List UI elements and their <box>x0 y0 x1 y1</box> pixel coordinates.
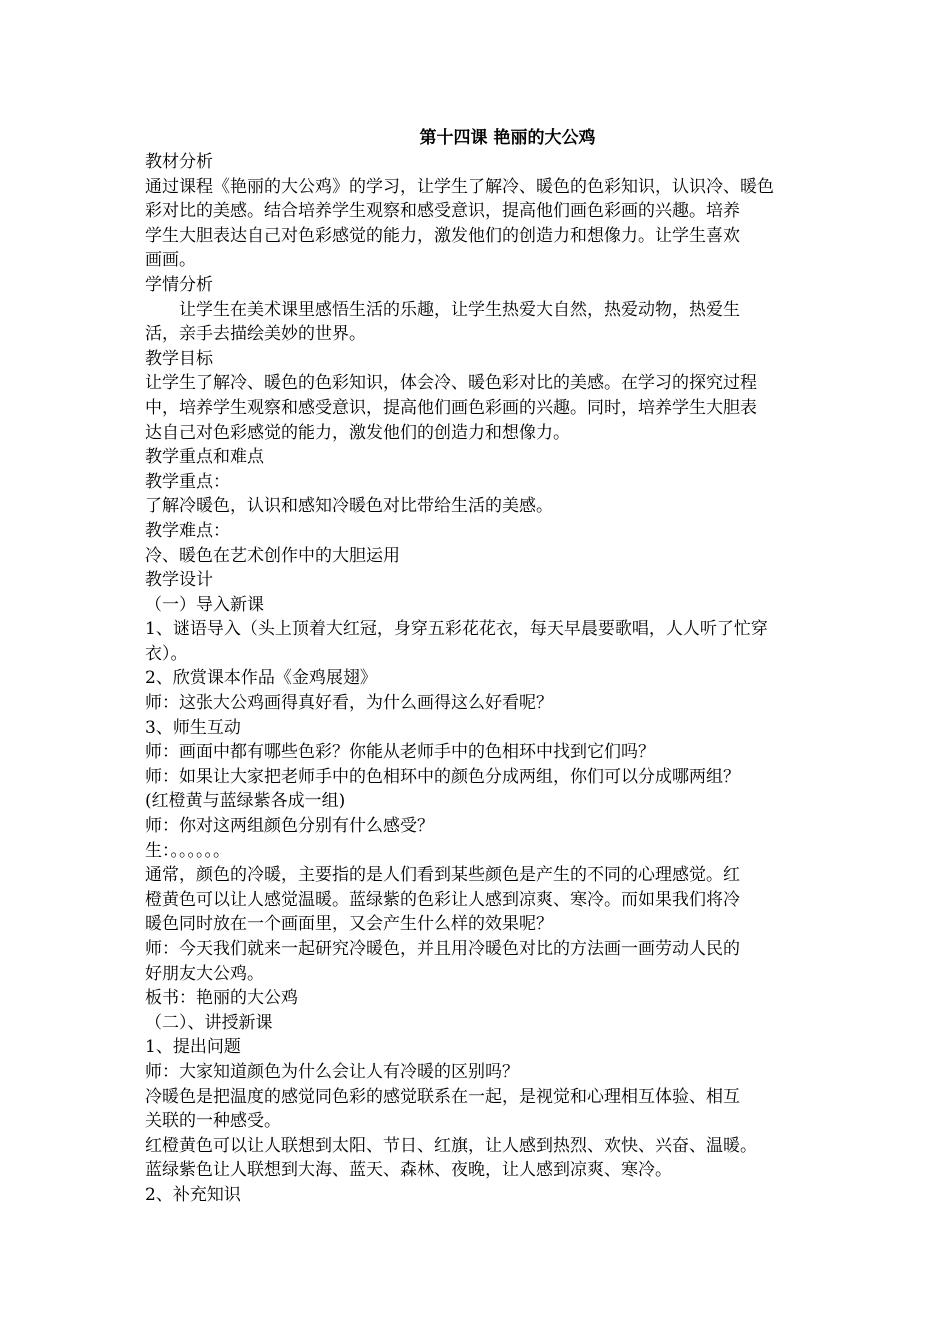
paragraph-line: 师：今天我们就来一起研究冷暖色，并且用冷暖色对比的方法画一画劳动人民的 <box>145 939 740 959</box>
paragraph-line: 通常，颜色的冷暖，主要指的是人们看到某些颜色是产生的不同的心理感觉。红 <box>145 865 740 886</box>
section-heading-teaching-goals: 教学目标 <box>145 348 213 369</box>
paragraph-line: 衣）。 <box>145 643 188 664</box>
paragraph-line: 生：。。。。。。 <box>145 840 230 861</box>
paragraph-line: 冷暖色是把温度的感觉同色彩的感觉联系在一起，是视觉和心理相互体验、相互 <box>145 1086 740 1107</box>
subheading-key-point: 教学重点： <box>145 471 230 492</box>
subheading-difficulty: 教学难点： <box>145 520 230 541</box>
paragraph-line: 3、师生互动 <box>145 717 241 738</box>
paragraph-line: 彩对比的美感。结合培养学生观察和感受意识，提高他们画色彩画的兴趣。培养 <box>145 201 740 222</box>
lesson-title: 第十四课 艳丽的大公鸡 <box>419 128 596 148</box>
paragraph-line: 暖色同时放在一个画面里，又会产生什么样的效果呢？ <box>145 914 553 935</box>
document-page <box>145 126 810 1208</box>
paragraph-line: 1、提出问题 <box>145 1037 241 1058</box>
paragraph-line: 画画。 <box>145 250 196 271</box>
paragraph-line: 活，亲手去描绘美妙的世界。 <box>145 324 366 345</box>
paragraph-line: 师：画面中都有哪些色彩？你能从老师手中的色相环中找到它们吗？ <box>145 742 655 763</box>
section-heading-teaching-design: 教学设计 <box>145 570 213 591</box>
paragraph-line: (红橙黄与蓝绿紫各成一组) <box>145 791 346 812</box>
paragraph-line: 1、谜语导入（头上顶着大红冠，身穿五彩花花衣，每天早晨要歌唱，人人听了忙穿 <box>145 619 768 640</box>
paragraph-line: 蓝绿紫色让人联想到大海、蓝天、森林、夜晚，让人感到凉爽、寒冷。 <box>145 1160 672 1181</box>
paragraph-line: 橙黄色可以让人感觉温暖。蓝绿紫的色彩让人感到凉爽、寒冷。而如果我们将冷 <box>145 889 740 910</box>
paragraph-line: 让学生在美术课里感悟生活的乐趣，让学生热爱大自然，热爱动物，热爱生 <box>179 299 740 320</box>
paragraph-line: 冷、暖色在艺术创作中的大胆运用 <box>145 545 400 566</box>
section-heading-key-points: 教学重点和难点 <box>145 447 264 468</box>
paragraph-line: 师：如果让大家把老师手中的色相环中的颜色分成两组，你们可以分成哪两组？ <box>145 766 740 787</box>
paragraph-line: 2、欣赏课本作品《金鸡展翅》 <box>145 668 377 689</box>
paragraph-line: 通过课程《艳丽的大公鸡》的学习，让学生了解冷、暖色的色彩知识，认识冷、暖色 <box>145 176 774 197</box>
paragraph-line: 达自己对色彩感觉的能力，激发他们的创造力和想像力。 <box>145 422 570 443</box>
paragraph-line: 学生大胆表达自己对色彩感觉的能力，激发他们的创造力和想像力。让学生喜欢 <box>145 225 740 246</box>
paragraph-line: 中，培养学生观察和感受意识，提高他们画色彩画的兴趣。同时，培养学生大胆表 <box>145 397 757 418</box>
paragraph-line: 让学生了解冷、暖色的色彩知识，体会冷、暖色彩对比的美感。在学习的探究过程 <box>145 373 757 394</box>
paragraph-line: 红橙黄色可以让人联想到太阳、节日、红旗，让人感到热烈、欢快、兴奋、温暖。 <box>145 1135 757 1156</box>
paragraph-line: 了解冷暖色，认识和感知冷暖色对比带给生活的美感。 <box>145 496 553 517</box>
section-heading-material-analysis: 教材分析 <box>145 152 213 172</box>
paragraph-line: 2、补充知识 <box>145 1184 241 1205</box>
subheading-new-lesson: （二）、讲授新课 <box>145 1012 273 1033</box>
paragraph-line: 师：你对这两组颜色分别有什么感受？ <box>145 816 434 837</box>
paragraph-line: 师：这张大公鸡画得真好看，为什么画得这么好看呢？ <box>145 693 553 714</box>
section-heading-student-analysis: 学情分析 <box>145 274 213 295</box>
paragraph-line: 师：大家知道颜色为什么会让人有冷暖的区别吗？ <box>145 1061 519 1082</box>
paragraph-line: 好朋友大公鸡。 <box>145 963 264 984</box>
paragraph-line: 关联的一种感受。 <box>145 1111 281 1132</box>
paragraph-line: 板书：艳丽的大公鸡 <box>145 988 298 1009</box>
subheading-introduction: （一）导入新课 <box>145 594 264 615</box>
